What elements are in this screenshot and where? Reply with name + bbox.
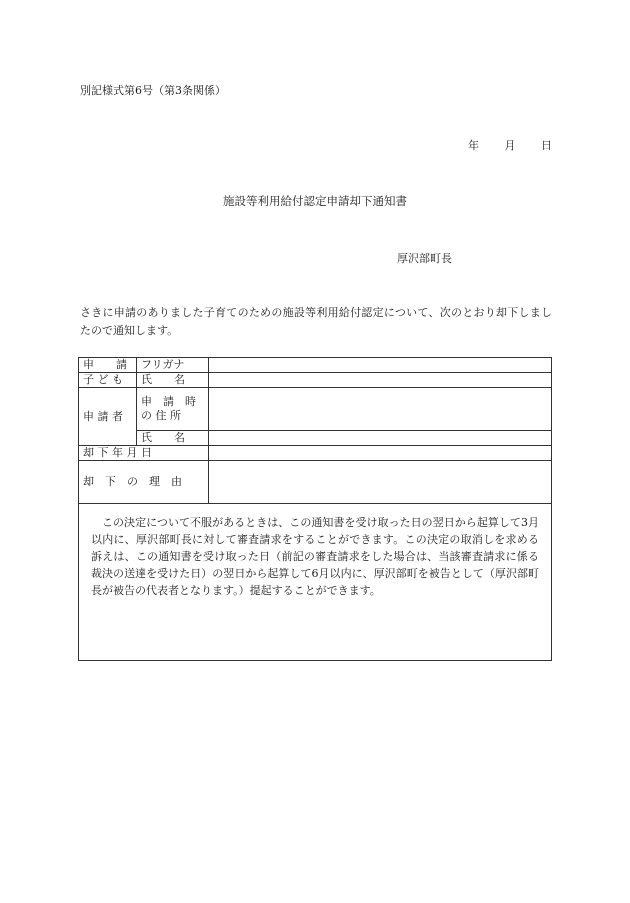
date-line <box>468 137 552 153</box>
address-label-line1: 申 請 時 <box>141 395 196 408</box>
date-day-label: 日 <box>541 139 552 152</box>
date-year-label: 年 <box>468 139 479 152</box>
appeal-notice-cell <box>79 504 552 661</box>
rejection-reason-label: 却 下 の 理 由 <box>79 461 209 504</box>
application-table <box>78 357 552 661</box>
child-name-label: 氏 名 <box>137 373 209 388</box>
applicant-name-value <box>209 431 552 446</box>
applicant-name-label: 氏 名 <box>137 431 209 446</box>
applicant-group-label: 申 請 者 <box>79 388 137 446</box>
applicant-address-value <box>209 388 552 431</box>
child-furigana-value <box>209 358 552 373</box>
issuer: 厚沢部町長 <box>397 252 452 265</box>
date-month-label: 月 <box>504 139 516 152</box>
child-group-label-line1: 申 請 <box>79 358 137 373</box>
child-name-value <box>209 373 552 388</box>
rejection-date-value <box>209 446 552 461</box>
address-label <box>137 388 209 431</box>
rejection-date-label: 却 下 年 月 日 <box>79 446 209 461</box>
child-group-label-line2: 子 ど も <box>79 373 137 388</box>
intro-text: さきに申請のありました子育てのための施設等利用給付認定について、次のとおり却下しましたので通知します。 <box>80 306 552 337</box>
form-number: 別記様式第6号（第3条関係） <box>80 84 226 97</box>
document-title: 施設等利用給付認定申請却下通知書 <box>223 194 407 208</box>
appeal-notice-text: この決定について不服があるときは、この通知書を受け取った日の翌日から起算して3月以内に、厚沢部町長に対して審査請求をすることができます。この決定の取消しを求める訴えは、この通知書を受け取った日（前記の審査請求をした場合は、当該審査請求に係る裁決の送達を受けた日）の翌日から起算して6月以内に、厚沢部町を被告として（厚沢部町長が被告の代表者となります。）提起することができます。 <box>91 516 539 597</box>
rejection-reason-value <box>209 461 552 504</box>
address-label-line2: の 住 所 <box>141 409 181 422</box>
furigana-label: フリガナ <box>137 358 209 373</box>
